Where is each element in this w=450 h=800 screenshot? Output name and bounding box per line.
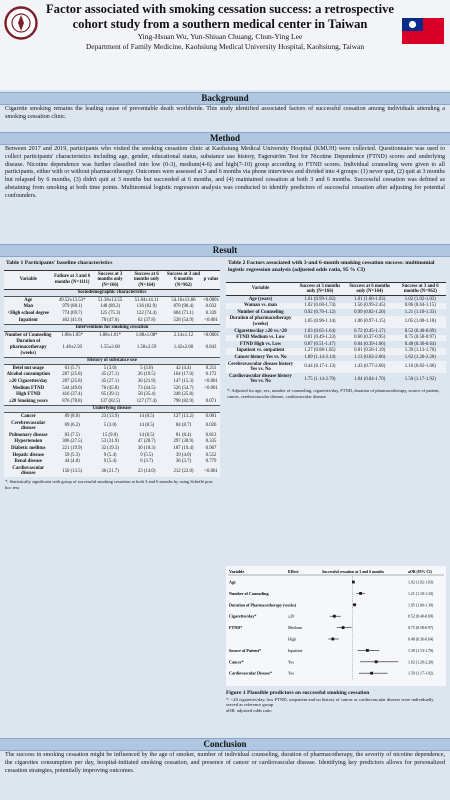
university-seal-icon xyxy=(4,6,38,40)
forest-header-effect: Effect xyxy=(288,569,299,574)
table1-cell: <0.001 xyxy=(204,385,218,391)
table2-cell: 1.43 (0.77-2.68) xyxy=(354,364,386,370)
table1-cell: 876 (78.8) xyxy=(62,398,83,404)
table1-variable: Medium FTND xyxy=(12,385,45,391)
table2-cell: 1.56 (0.99-2.45) xyxy=(354,303,386,309)
forest-header-variable: Variable xyxy=(229,569,245,574)
table1-cell: <0.0001 xyxy=(203,297,219,303)
table2-cell: 0.60 (0.37-0.95) xyxy=(354,335,386,341)
table2-cell: 1.03 (0.65-1.64) xyxy=(304,328,336,334)
table2-variable: Number of Counseling xyxy=(237,309,284,315)
forest-aor-label: 0.75 (0.58-0.97) xyxy=(408,626,434,631)
table1-variable: Hepatic disease xyxy=(12,452,45,458)
table1-section-row xyxy=(4,289,220,297)
table2-cell: 1.05 (1.00-1.10) xyxy=(404,319,436,325)
table2-cell: 0.64 (0.39-1.06) xyxy=(354,341,386,347)
table1-cell: 0.779 xyxy=(205,459,217,465)
table2-cell: 1.02 (1.02-1.03) xyxy=(404,296,436,302)
forest-header-aor: aOR (95% CI) xyxy=(408,570,432,574)
background-text: Cigarette smoking remains the leading cause of preventable death worldwide. This study identified associated factors of successful cessation among individuals attending a smoking cessation clinic. xyxy=(5,106,445,120)
table1-variable: Number of Counseling xyxy=(5,332,52,338)
table1-cell: 122 (74.4) xyxy=(136,311,157,317)
table2-variable: Inpatient vs. outpatient xyxy=(236,348,285,354)
table1-variable: Diabetic mellitus xyxy=(11,445,46,451)
table-row xyxy=(226,303,446,310)
table1-variable: Hypertension xyxy=(14,439,43,445)
table1-cell: 30 (18.3) xyxy=(137,445,156,451)
table1-variable: Age xyxy=(24,297,33,303)
table-row xyxy=(4,465,220,477)
table1-cell: 5 (3.0) xyxy=(103,423,117,429)
figure1-aor: aOR: adjusted odds ratio xyxy=(226,707,272,713)
table2-cell: 1.04 (0.64-1.70) xyxy=(354,376,386,382)
table-row xyxy=(4,317,220,324)
table-row xyxy=(226,355,446,362)
table1-cell: <0.001 xyxy=(204,379,218,384)
forest-variable-label: Cigarettes/day* xyxy=(229,613,257,619)
table1-cell: 15 (9.0) xyxy=(102,432,118,438)
table1-header-cell: Success at 3 and 6 months (N=962) xyxy=(166,271,201,288)
table2-cell: 0.72 (0.45-1.17) xyxy=(354,328,386,334)
forest-variable-label: FTND* xyxy=(229,625,243,631)
table-row xyxy=(4,365,220,372)
table1-cell: 0.813 xyxy=(205,432,217,438)
table1-cell: 416 (37.4) xyxy=(62,392,83,398)
forest-aor-label: 1.39 (1.13-1.70) xyxy=(408,648,434,653)
table1-cell: 212 (22.0) xyxy=(173,468,194,474)
table2-cell: 1.89 (1.14-3.14) xyxy=(304,355,336,361)
table1-cell: 306 (27.5) xyxy=(62,439,83,445)
table2-note: *: Adjusted for age, sex, number of counseling, cigarettes/day, FTND, duration of pharmacotherapy, source of patient, cancer, cerebrovascular disease, cardiovascular disease xyxy=(227,388,440,399)
table1-variable: <High school degree xyxy=(7,311,50,317)
table-row xyxy=(4,439,220,446)
table2-header-cell: Success at 3 months only (N=166) xyxy=(295,283,345,296)
table1-cell: 0.843 xyxy=(205,345,217,351)
table-row xyxy=(4,304,220,311)
table2-variable: Age (years) xyxy=(248,296,273,302)
table1-cell: 187 (19.4) xyxy=(173,445,194,451)
table-row xyxy=(4,452,220,459)
table1-cell: 1.42±2.60 xyxy=(173,345,194,351)
forest-point xyxy=(342,626,345,629)
table1-cell: 32 (19.3) xyxy=(101,445,119,451)
table2-cell: 0.44 (0.17-1.13) xyxy=(304,364,336,370)
table2-cell: 1.75 (1.14-2.70) xyxy=(304,376,336,382)
table-row xyxy=(226,361,446,373)
table1-cell: 127 (77.4) xyxy=(136,398,157,404)
table2-variable: FTND Medium vs. Low xyxy=(236,335,285,341)
table1-variable: Inpatient xyxy=(18,317,38,323)
table2-regression xyxy=(226,282,446,386)
table1-variable: ≥20 Smoking years xyxy=(8,398,48,404)
table1-cell: 0.001 xyxy=(205,413,217,419)
forest-aor-label: 1.50 (1.17-1.92) xyxy=(408,671,434,676)
table1-cell: 1.88±1.08* xyxy=(135,332,158,338)
table1-cell: 0.335 xyxy=(205,439,217,445)
table1-section-row xyxy=(4,405,220,413)
table1-cell: 1.48±2.50 xyxy=(62,345,82,351)
forest-point xyxy=(352,581,355,584)
table1-cell: 526 (54.7) xyxy=(173,385,194,391)
table1-cell: 5 (3.0) xyxy=(103,365,117,371)
table1-cell: 0.552 xyxy=(205,452,217,458)
table1-cell: 0.211 xyxy=(205,365,217,371)
table1-cell: 59 (5.3) xyxy=(64,452,80,458)
table1-cell: 54.16±13.66 xyxy=(171,297,196,303)
table1-cell: 2.14±1.12 xyxy=(173,332,194,338)
forest-variable-label: Cancer* xyxy=(229,659,244,665)
table-row xyxy=(226,348,446,355)
table1-cell: 14 (8.5) xyxy=(139,432,155,438)
table2-cell: 1.16 (0.82-1.66) xyxy=(404,364,436,370)
table1-variable: Man xyxy=(23,304,34,310)
table1-cell: 36 (19.5) xyxy=(137,372,156,378)
table1-cell: 544 (49.0) xyxy=(62,385,83,391)
figure1-note: *: <20 cigarettes/day, low FTND, outpatient and no history of cancer or cardiovascular disease were individually served as reference group xyxy=(226,696,434,708)
table-row xyxy=(4,385,220,392)
authors: Ying-Hsuan Wu, Yun-Shiuan Chuang, Chun-Ying Lee xyxy=(137,32,303,41)
forest-point xyxy=(331,638,334,641)
table1-cell: 45 (27.1) xyxy=(101,379,119,384)
table-row xyxy=(4,392,220,399)
table-row xyxy=(4,445,220,452)
table1-cell: 69 (6.2) xyxy=(64,423,80,429)
forest-aor-label: 1.21 (1.10-1.33) xyxy=(408,591,434,596)
table1-variable: Betel nut usage xyxy=(12,365,44,371)
table1-cell: 51.38±13.55 xyxy=(98,297,123,303)
table1-cell: 150 (13.5) xyxy=(62,468,83,474)
table1-cell: 136 (82.9) xyxy=(136,304,157,310)
table1-cell: 462 (41.6) xyxy=(62,317,83,323)
table1-header-cell: Failure at 3 and 6 months (N=1111) xyxy=(53,271,92,290)
table1-variable: Duration of pharmacotherapy (weeks) xyxy=(9,339,47,356)
table1-cell: 84 (8.7) xyxy=(175,423,192,429)
table2-header-cell: Variable xyxy=(226,283,295,296)
forest-effect-label: Inpatient xyxy=(288,647,303,653)
table1-cell: 36 (21.7) xyxy=(101,468,119,474)
table1-note: *: Statistically significant with group of successful smoking cessation at both 3 and 6 months by using Scheffé post hoc test xyxy=(5,479,213,490)
table2-cell: 1.50 (1.17-1.92) xyxy=(404,376,436,382)
forest-aor-label: 0.48 (0.36-0.64) xyxy=(408,637,434,642)
background-heading: Background xyxy=(0,92,450,105)
table1-baseline-characteristics xyxy=(4,270,220,477)
forest-header-outcome: Successful cessation at 3 and 6 months xyxy=(322,570,385,574)
table1-section-title: Sociodemographic characteristics xyxy=(4,289,220,297)
table1-cell: 44 (4.0) xyxy=(64,459,80,465)
table1-section-title: Underlying disease xyxy=(4,405,220,413)
table-row xyxy=(226,328,446,335)
table2-cell: 1.01 (0.99-1.02) xyxy=(304,296,336,302)
table2-cell: 1.05 (0.96-1.14) xyxy=(304,319,336,325)
table-row xyxy=(4,420,220,432)
table1-cell: 1.58±2.59 xyxy=(136,345,157,351)
table1-cell: 0.032 xyxy=(205,304,217,310)
table1-cell: 9 (5.4) xyxy=(103,452,117,458)
table2-header-row xyxy=(226,283,446,296)
table1-caption: Table 1 Participants' baseline characteristics xyxy=(6,260,113,266)
table1-cell: 221 (19.9) xyxy=(62,445,83,451)
table2-cell: 0.87 (0.51-1.47) xyxy=(304,341,336,347)
table-row xyxy=(4,372,220,379)
table2-variable: Woman vs. man xyxy=(244,303,277,309)
department: Department of Family Medicine, Kaohsiung Medical University Hospital, Kaohsiung, Taiwan xyxy=(85,42,365,51)
table1-cell: 6 (3.7) xyxy=(140,459,154,465)
forest-aor-label: 1.05 (1.00-1.10) xyxy=(408,603,434,608)
table1-cell: 127 (13.2) xyxy=(173,413,194,419)
table2-variable: Cardiovascular disease history Yes vs. No xyxy=(229,373,292,385)
table1-cell: 0.339 xyxy=(205,311,217,317)
table1-cell: 58 (35.4) xyxy=(137,392,156,398)
table1-cell: 1.88±1.01* xyxy=(99,332,122,338)
result-heading: Result xyxy=(0,244,450,257)
table1-cell: 63 (5.7) xyxy=(64,365,80,371)
table1-variable: High FTND xyxy=(16,392,41,398)
poster-header xyxy=(0,0,450,90)
table1-header-cell: p value xyxy=(202,271,220,290)
table1-cell: 287 (25.8) xyxy=(62,379,83,384)
table-row xyxy=(226,373,446,385)
table1-cell: 1.88±1.05* xyxy=(61,332,84,338)
table2-header-cell: Success at 3 and 6 months (N=962) xyxy=(395,283,446,296)
figure1-caption xyxy=(226,690,446,713)
method-text: Between 2017 and 2019, participants who visited the smoking cessation clinic at Kaohsiung Medical University Hospital (KMUH) were collected. Questionnaire was used to collect participants' characteristics including age, gender, educational status, substance use history, Fagerström Test for Nicotine Dependence (FTND) scores and underlying disease. Nicotine dependence was further classified into low (0-3), medium(4-6) and high(7-10) group according to FTND scores. Individual counseling were given to all participants, either with or without pharmacotherapy. Outcomes were assessed at 3 and 6 months via phone interviews and divided into 4 groups: (1) never quit, (2) quit at 3 months but relapsed by 6 months, (3) didn't quit at 3 months but succeeded at 6 months, and (4) maintained cessation at both 3 and 6 months. Successful cessation was defined as abstaining from smoking at both time points. Multinomial logistic regression analysis was conducted to identify predictors of successful cessation after adjusting for potential confounders. xyxy=(5,146,445,199)
table1-cell: 42 (4.4) xyxy=(175,365,192,371)
forest-effect-label: Yes xyxy=(288,670,294,676)
table2-cell: 0.75 (0.58-0.97) xyxy=(404,335,436,341)
table1-cell: 73 (44.5) xyxy=(137,385,156,391)
method-heading: Method xyxy=(0,132,450,145)
table2-cell: 1.62 (1.20-2.20) xyxy=(404,355,436,361)
table1-cell: 36 (21.9) xyxy=(137,379,156,384)
forest-aor-label: 0.52 (0.40-0.69) xyxy=(408,614,434,619)
table1-header-row xyxy=(4,271,220,290)
table1-cell xyxy=(202,392,220,399)
table1-cell: 23 (13.9) xyxy=(101,413,119,419)
forest-variable-label: Number of Counseling xyxy=(229,590,269,596)
table1-variable: Cancer xyxy=(20,413,36,419)
table1-cell: 65 (39.1) xyxy=(101,392,119,398)
table-row xyxy=(4,459,220,466)
table2-cell: 0.86 (0.64-1.15) xyxy=(404,303,436,309)
table2-cell: 1.27 (0.88-1.85) xyxy=(304,348,336,354)
forest-effect-label: ≥20 xyxy=(288,613,295,619)
table1-cell: 49.52±13.53* xyxy=(58,297,86,303)
table2-cell: 1.01 (1.00-1.03) xyxy=(354,296,386,302)
table1-cell: 164 (17.0) xyxy=(173,372,194,378)
table1-cell: 89 (8.0) xyxy=(64,413,80,419)
table-row xyxy=(4,297,220,304)
forest-effect-label: Yes xyxy=(288,659,294,665)
table2-variable: Cancer history Yes vs. No xyxy=(234,355,287,361)
table1-cell: 23 (14.0) xyxy=(137,468,156,474)
table2-header-cell: Success at 6 months only (N=164) xyxy=(345,283,395,296)
table2-variable: FTND High vs. Low xyxy=(239,341,282,347)
forest-aor-label: 1.02 (1.02-1.03) xyxy=(408,580,434,585)
table1-cell: 62 (37.8) xyxy=(137,317,156,323)
table1-cell: 774 (69.7) xyxy=(62,311,83,317)
table1-cell: 51.84±14.11 xyxy=(134,297,159,303)
table-row xyxy=(4,413,220,420)
table2-cell: 1.39 (1.13-1.70) xyxy=(404,348,436,354)
table1-variable: Pulmonary disease xyxy=(9,432,48,438)
table1-section-title: History of substance use xyxy=(4,357,220,365)
table1-cell: 1.55±2.68 xyxy=(100,345,120,351)
conclusion-heading: Conclusion xyxy=(0,738,450,751)
table1-variable: Alcohol consumption xyxy=(6,372,50,378)
table2-cell: 0.92 (0.76-1.12) xyxy=(304,309,336,315)
table1-cell: 76 (45.8) xyxy=(101,385,119,391)
table-row xyxy=(4,432,220,439)
table1-cell: 137 (82.5) xyxy=(100,398,121,404)
forest-variable-label: Cardiovascular Disease* xyxy=(229,670,273,676)
table1-cell: 0.020 xyxy=(205,423,217,429)
figure1-title: Figure 1 Plausible predictors on successful smoking cessation xyxy=(226,690,370,696)
table1-cell: 528 (54.9) xyxy=(173,317,194,323)
table2-cell: 1.13 (0.62-2.06) xyxy=(354,355,386,361)
table1-header-cell: Variable xyxy=(4,271,53,290)
table1-cell: 870 (90.4) xyxy=(173,304,194,310)
forest-point xyxy=(353,603,356,606)
table-row xyxy=(226,341,446,348)
forest-effect-label: Medium xyxy=(288,625,302,631)
table1-cell: 14 (8.5) xyxy=(139,423,155,429)
table-row xyxy=(226,309,446,316)
table1-section-row xyxy=(4,324,220,332)
table1-cell: 798 (82.9) xyxy=(173,398,194,404)
forest-point xyxy=(366,649,369,652)
table2-cell: 1.02 (0.60-1.74) xyxy=(304,303,336,309)
table1-cell: 148 (89.2) xyxy=(100,304,121,310)
table1-cell: 297 (30.9) xyxy=(173,439,194,445)
table1-cell: 36 (3.7) xyxy=(175,459,192,465)
table2-cell: 0.52 (0.40-0.69) xyxy=(404,328,436,334)
table1-cell: 684 (71.1) xyxy=(173,311,194,317)
table1-cell: 5 (3.0) xyxy=(140,365,154,371)
poster-title: Factor associated with smoking cessation success: a retrospective cohort study from a southern medical center in Taiwan xyxy=(45,2,395,31)
table1-cell: 14 (8.5) xyxy=(139,413,155,419)
table1-cell: 47 (28.7) xyxy=(137,439,156,445)
table-row xyxy=(226,296,446,303)
table1-cell: 81 (8.4) xyxy=(175,432,192,438)
table-row xyxy=(4,339,220,357)
table2-variable: Cerebrovascular disease history Yes vs. No xyxy=(227,361,294,373)
table1-cell: <0.001 xyxy=(204,317,218,323)
table1-header-cell: Success at 3 months only (N=166) xyxy=(92,271,129,290)
figure1-forest-plot xyxy=(226,566,446,686)
table-row xyxy=(4,311,220,318)
table-row xyxy=(226,316,446,328)
table1-cell: 0.172 xyxy=(205,372,217,378)
table1-cell: 0.967 xyxy=(205,445,217,451)
table-row xyxy=(4,398,220,405)
table2-cell: 0.99 (0.82-1.20) xyxy=(354,309,386,315)
table-row xyxy=(226,335,446,342)
table1-cell: 287 (25.8) xyxy=(62,372,83,378)
table1-variable: Renal disease xyxy=(14,459,43,465)
table-row xyxy=(4,379,220,386)
forest-point xyxy=(333,615,336,618)
forest-aor-label: 1.62 (1.20-2.20) xyxy=(408,660,434,665)
table1-section-row xyxy=(4,357,220,365)
forest-point xyxy=(359,592,362,595)
conclusion-text: The success in smoking cessation might be influenced by the age of smoker, number of individual counseling, duration of pharmacotherapy, the severity of nicotine dependence, the cigarettes consumption per day, hospital-initiated smoking cessation, and presence of cancer or cardiovascular disease. Identifying key predictors allows for personalized cessation strategies, potentially improving outcomes. xyxy=(5,752,445,774)
forest-point xyxy=(375,660,378,663)
table1-header-cell: Success at 6 months only (N=164) xyxy=(128,271,164,290)
table1-cell: 9 (5.4) xyxy=(103,459,117,465)
table2-cell: 0.48 (0.36-0.64) xyxy=(404,341,436,347)
forest-effect-label: High xyxy=(288,636,297,642)
table2-caption: Table 2 Factors associated with 3-and 6-month smoking cessation success: multinomial logistic regression analysis (adjusted odds ratio, 95 % CI) xyxy=(228,260,435,273)
table1-cell: 0.071 xyxy=(205,398,217,404)
table2-cell: 0.81 (0.56-1.19) xyxy=(354,348,386,354)
table2-cell: 0.81 (0.49-1.33) xyxy=(304,335,336,341)
forest-plot-svg xyxy=(226,566,446,686)
table1-cell: 9 (5.5) xyxy=(140,452,154,458)
forest-variable-label: Age xyxy=(229,579,236,585)
table1-cell: 979 (88.1) xyxy=(62,304,83,310)
table1-cell: 78 (47.0) xyxy=(101,317,119,323)
table1-cell: 125 (75.3) xyxy=(100,311,121,317)
table2-cell: 1.21 (1.10-1.33) xyxy=(404,309,436,315)
table1-cell: <0.0001 xyxy=(203,332,219,338)
table1-cell: 53 (31.9) xyxy=(101,439,119,445)
table2-cell: 1.06 (0.97-1.15) xyxy=(354,319,386,325)
table2-variable: Cigarettes/day ≥20 vs.<20 xyxy=(234,328,287,334)
table1-variable: Cardiovascular disease xyxy=(12,465,45,477)
table1-variable: Cerebrovascular disease xyxy=(11,420,46,432)
table1-cell: 45 (27.1) xyxy=(101,372,119,378)
forest-variable-label: Duration of Pharmacotherapy (weeks) xyxy=(229,602,297,608)
table1-section-title: Interventions for smoking cessation xyxy=(4,324,220,332)
table1-variable: ≥20 Cigarettes/day xyxy=(9,379,48,384)
table-row xyxy=(4,332,220,339)
table1-cell: 39 (4.0) xyxy=(175,452,192,458)
table1-cell: <0.001 xyxy=(204,468,218,474)
forest-variable-label: Source of Patient* xyxy=(229,647,261,653)
table1-cell: 248 (25.8) xyxy=(173,392,194,398)
table1-cell: 147 (15.3) xyxy=(173,379,194,384)
forest-point xyxy=(370,672,373,675)
taiwan-flag-icon xyxy=(402,18,444,44)
table2-variable: Duration of pharmacotherapy (weeks) xyxy=(229,316,292,328)
table1-cell: 83 (7.5) xyxy=(64,432,80,438)
